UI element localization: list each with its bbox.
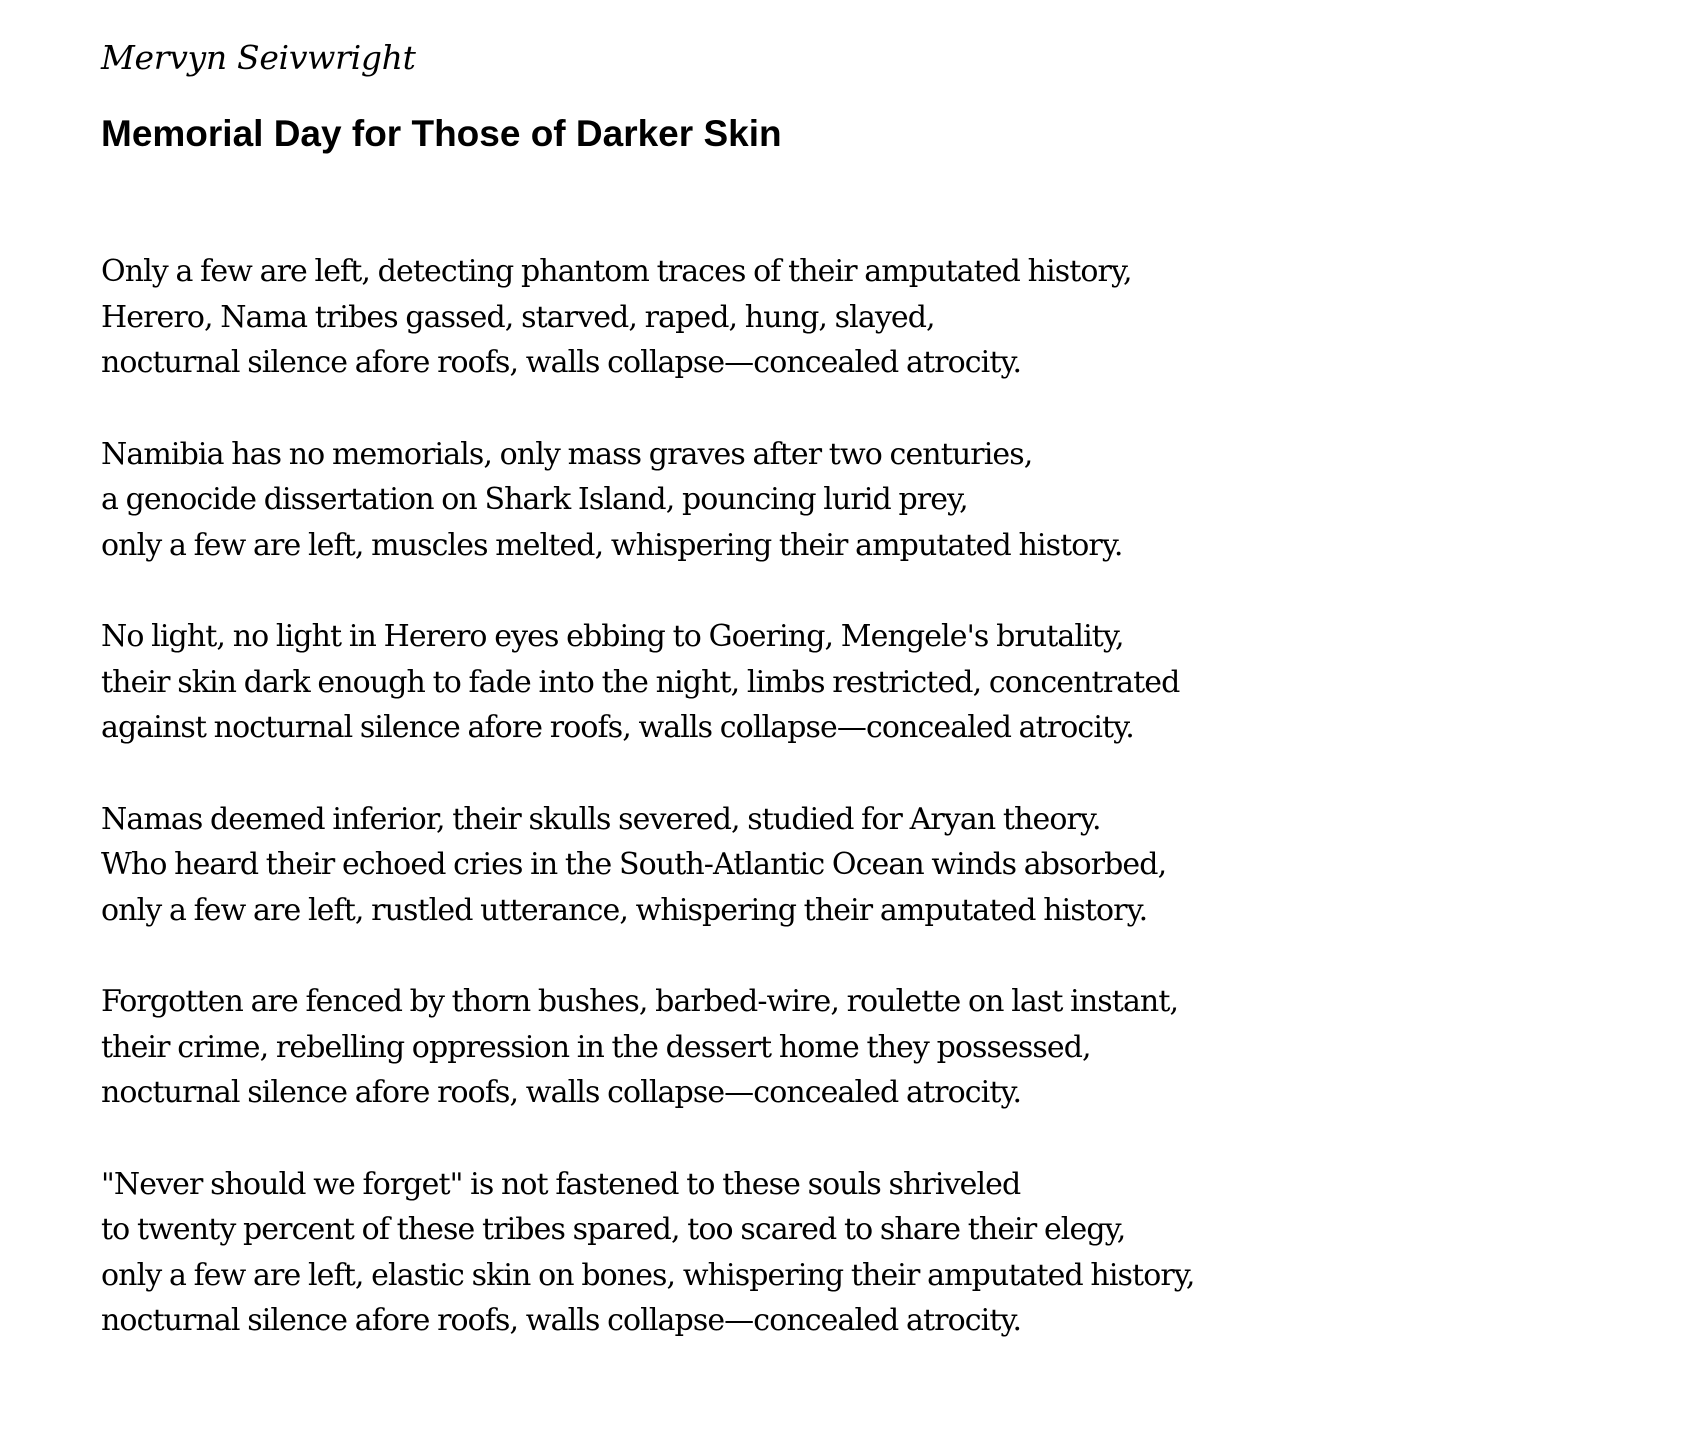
poem-line: Herero, Nama tribes gassed, starved, raped, hung, slayed, (101, 299, 935, 335)
stanza-4 (101, 797, 1195, 934)
stanza-2 (101, 432, 1195, 569)
poem-line: Namas deemed inferior, their skulls severed, studied for Aryan theory. (101, 801, 1101, 837)
poem-line: nocturnal silence afore roofs, walls collapse—concealed atrocity. (101, 1303, 1022, 1338)
poem-line: their crime, rebelling oppression in the dessert home they possessed, (101, 1029, 1091, 1065)
author-name: Mervyn Seivwright (101, 38, 416, 77)
poem-line: to twenty percent of these tribes spared, too scared to share their elegy, (101, 1212, 1126, 1247)
poem-line: Forgotten are fenced by thorn bushes, barbed-wire, roulette on last instant, (101, 984, 1179, 1019)
poem-line: only a few are left, rustled utterance, whispering their amputated history. (101, 892, 1148, 928)
poem-line: against nocturnal silence afore roofs, walls collapse—concealed atrocity. (101, 710, 1134, 745)
poem-line: their skin dark enough to fade into the night, limbs restricted, concentrated (101, 664, 1180, 700)
poem-line: nocturnal silence afore roofs, walls collapse—concealed atrocity. (101, 345, 1022, 380)
poem-line: Only a few are left, detecting phantom traces of their amputated history, (101, 254, 1132, 289)
poem-body (101, 249, 1195, 1390)
poem-title: Memorial Day for Those of Darker Skin (101, 113, 782, 154)
poem-line: only a few are left, muscles melted, whispering their amputated history. (101, 527, 1123, 563)
poem-line: "Never should we forget" is not fastened to these souls shriveled (101, 1166, 1021, 1202)
poem-line: a genocide dissertation on Shark Island, pouncing lurid prey, (101, 482, 968, 517)
poem-line: only a few are left, elastic skin on bones, whispering their amputated history, (101, 1257, 1195, 1293)
stanza-6 (101, 1162, 1195, 1344)
poem-line: No light, no light in Herero eyes ebbing to Goering, Mengele's brutality, (101, 619, 1124, 654)
stanza-3 (101, 614, 1195, 751)
poem-line: Who heard their echoed cries in the South-Atlantic Ocean winds absorbed, (101, 847, 1167, 882)
stanza-5 (101, 979, 1195, 1116)
stanza-1 (101, 249, 1195, 386)
poem-line: Namibia has no memorials, only mass graves after two centuries, (101, 436, 1033, 472)
poem-line: nocturnal silence afore roofs, walls collapse—concealed atrocity. (101, 1075, 1022, 1110)
